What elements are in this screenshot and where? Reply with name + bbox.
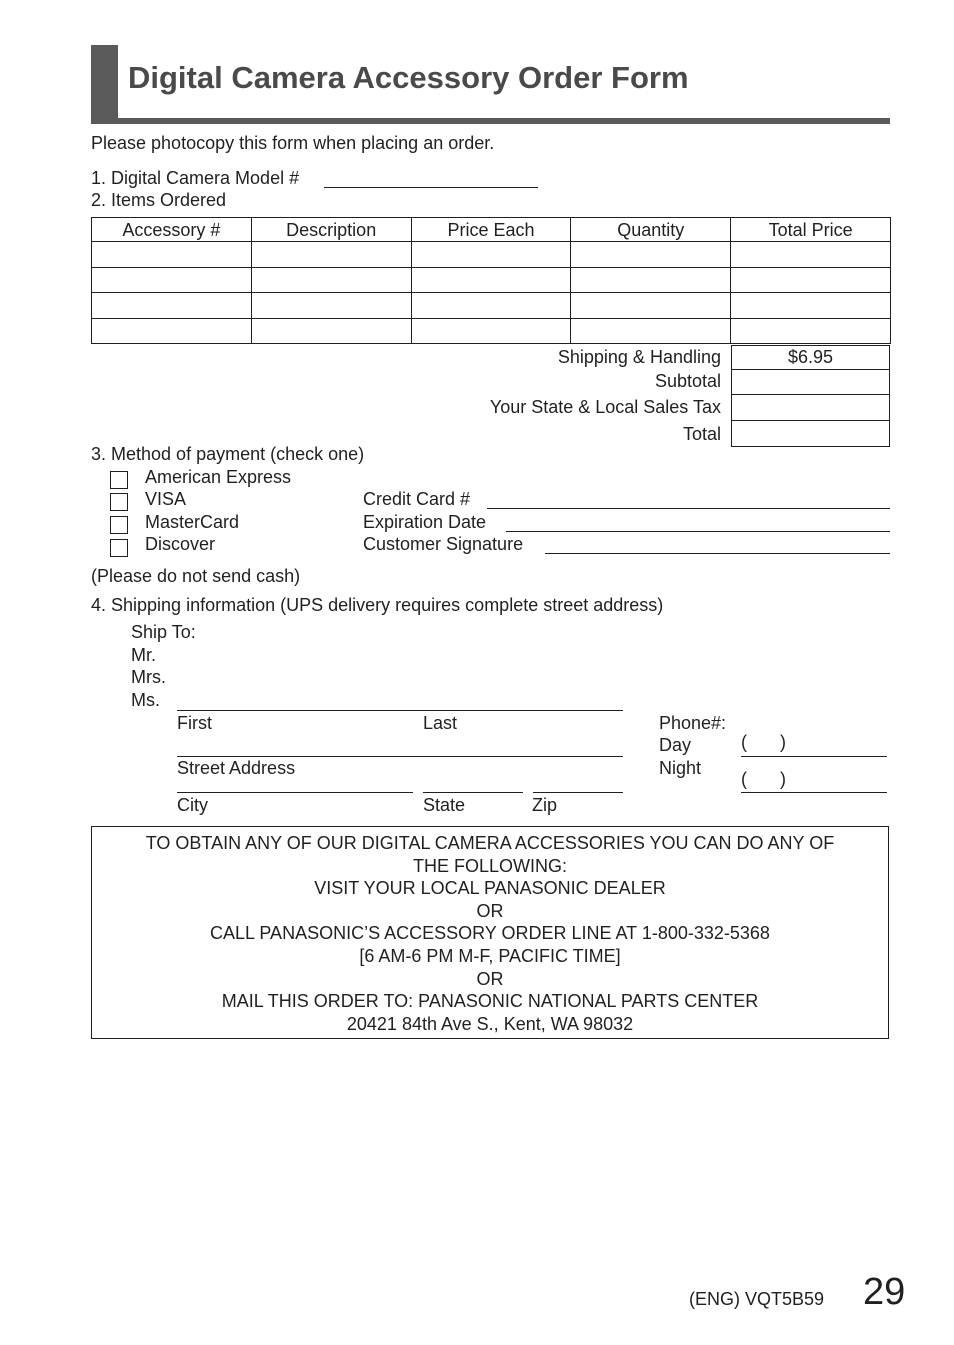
table-cell[interactable] [411,267,571,293]
table-cell[interactable] [411,293,571,319]
credit-card-label: Credit Card # [363,489,471,509]
last-name-label: Last [423,713,458,733]
col-total-price: Total Price [731,218,891,242]
option-mastercard: MasterCard [145,512,240,532]
table-cell[interactable] [571,293,731,319]
credit-card-field[interactable] [487,508,890,509]
state-label: State [423,795,466,815]
signature-field[interactable] [545,553,890,554]
table-cell[interactable] [411,242,571,268]
city-field[interactable] [177,792,413,793]
shipping-label: Shipping & Handling [557,347,721,367]
night-area-open-paren: ( [741,769,747,789]
camera-model-label: 1. Digital Camera Model # [91,168,300,188]
table-cell[interactable] [251,293,411,319]
subtotal-label: Subtotal [654,371,721,391]
table-cell[interactable] [571,318,731,344]
ordering-info-box [91,826,889,1039]
table-cell[interactable] [251,318,411,344]
checkbox-visa[interactable] [110,493,128,511]
table-cell[interactable] [92,242,252,268]
table-cell[interactable] [251,242,411,268]
table-cell[interactable] [411,318,571,344]
info-line: THE FOLLOWING: [412,855,567,876]
table-cell[interactable] [92,267,252,293]
total-label: Total [682,424,721,444]
title-ms: Ms. [131,690,160,710]
info-line: CALL PANASONIC’S ACCESSORY ORDER LINE AT 1-800-332-5368 [210,923,770,944]
city-label: City [177,795,208,815]
page-title: Digital Camera Accessory Order Form [128,60,689,95]
info-line: [6 AM-6 PM M-F, PACIFIC TIME] [359,945,621,966]
table-cell[interactable] [251,267,411,293]
no-cash-note: (Please do not send cash) [91,566,301,586]
sales-tax-field[interactable] [731,394,890,421]
subtotal-field[interactable] [731,369,890,395]
info-line: OR [476,900,504,921]
table-cell[interactable] [731,267,891,293]
info-line: 20421 84th Ave S., Kent, WA 98032 [346,1013,634,1034]
title-underline [91,118,890,124]
table-cell[interactable] [92,318,252,344]
total-field[interactable] [731,420,890,447]
col-quantity: Quantity [571,218,731,242]
checkbox-american-express[interactable] [110,471,128,489]
signature-label: Customer Signature [363,534,524,554]
table-cell[interactable] [571,267,731,293]
table-cell[interactable] [571,242,731,268]
day-area-close-paren: ) [780,732,786,752]
expiration-label: Expiration Date [363,512,487,532]
checkbox-discover[interactable] [110,539,128,557]
checkbox-mastercard[interactable] [110,516,128,534]
table-cell[interactable] [731,242,891,268]
table-cell[interactable] [92,293,252,319]
first-name-label: First [177,713,212,733]
title-mrs: Mrs. [131,667,166,687]
shipping-info-label: 4. Shipping information (UPS delivery requires complete street address) [91,595,664,615]
payment-method-label: 3. Method of payment (check one) [91,444,365,464]
zip-label: Zip [532,795,558,815]
table-row [92,242,891,268]
col-description: Description [251,218,411,242]
intro-text: Please photocopy this form when placing an order. [91,133,495,153]
sales-tax-label: Your State & Local Sales Tax [489,397,721,417]
camera-model-field[interactable] [324,187,538,188]
expiration-field[interactable] [506,531,890,532]
col-price-each: Price Each [411,218,571,242]
table-row [92,293,891,319]
table-row [92,267,891,293]
items-ordered-label: 2. Items Ordered [91,190,227,210]
ship-to-label: Ship To: [131,622,196,642]
shipping-value: $6.95 [731,345,890,370]
option-american-express: American Express [145,467,292,487]
night-area-close-paren: ) [780,769,786,789]
table-cell[interactable] [731,293,891,319]
day-phone-field[interactable] [741,756,887,757]
col-accessory: Accessory # [92,218,252,242]
page-number: 29 [863,1271,906,1313]
zip-field[interactable] [533,792,623,793]
table-row [92,318,891,344]
document-code: (ENG) VQT5B59 [689,1289,825,1309]
info-line: VISIT YOUR LOCAL PANASONIC DEALER [314,878,666,899]
street-address-label: Street Address [177,758,296,778]
state-field[interactable] [423,792,523,793]
title-accent-bar [91,45,118,123]
title-mr: Mr. [131,645,156,665]
info-line: OR [476,968,504,989]
option-discover: Discover [145,534,216,554]
day-phone-label: Day [659,735,692,755]
info-line: TO OBTAIN ANY OF OUR DIGITAL CAMERA ACCESSORIES YOU CAN DO ANY OF [145,833,835,853]
night-phone-field[interactable] [741,792,887,793]
info-line: MAIL THIS ORDER TO: PANASONIC NATIONAL PARTS CENTER [221,991,759,1012]
items-table [91,217,891,344]
night-phone-label: Night [659,758,702,778]
option-visa: VISA [145,489,187,509]
table-cell[interactable] [731,318,891,344]
phone-label: Phone#: [659,713,727,733]
name-field[interactable] [177,710,623,711]
day-area-open-paren: ( [741,732,747,752]
